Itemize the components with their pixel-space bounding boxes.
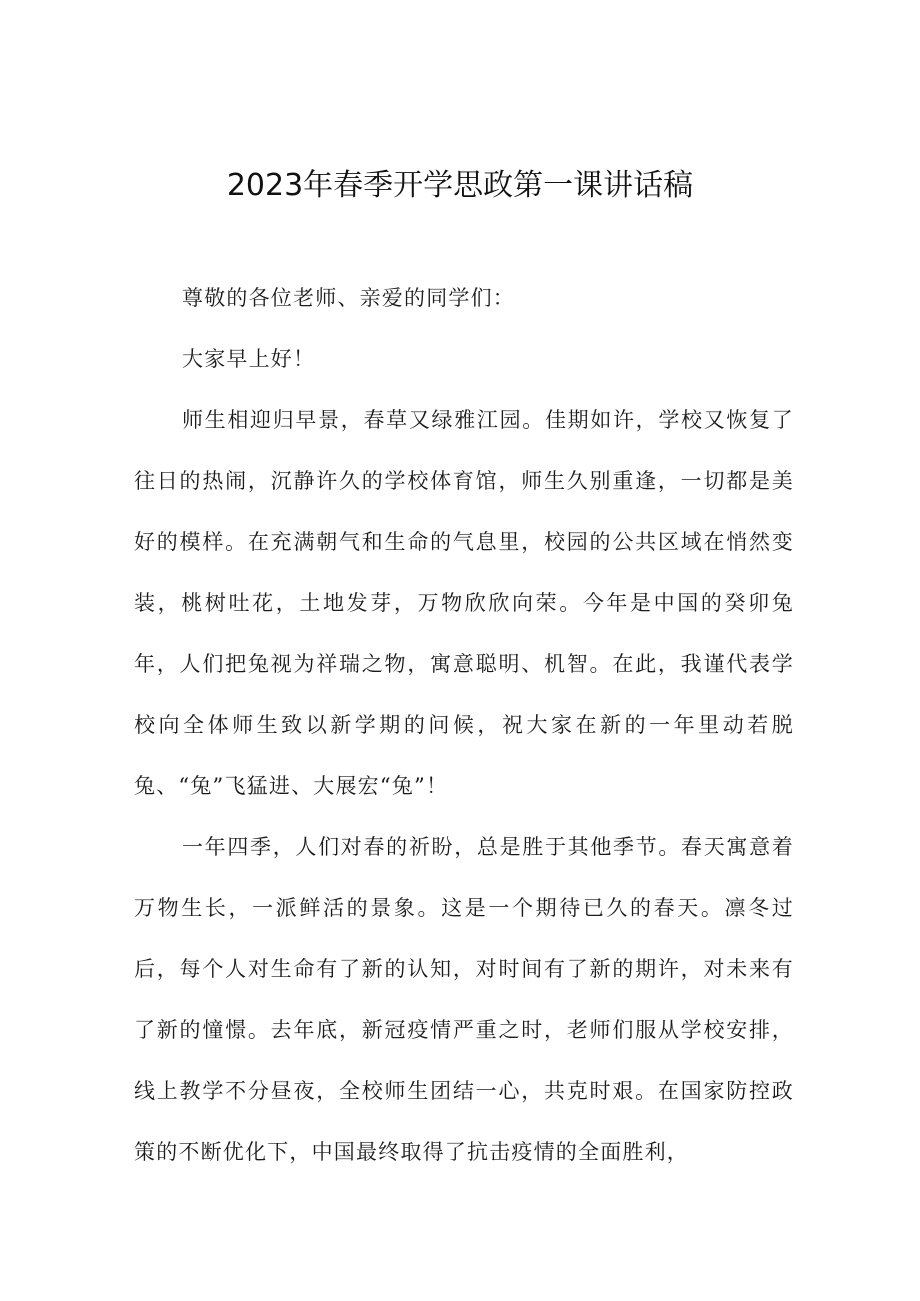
- body-paragraph: 一年四季，人们对春的祈盼，总是胜于其他季节。春天寓意着万物生长，一派鲜活的景象。这是一个期待已久的春天。凛冬过后，每个人对生命有了新的认知，对时间有了新的期许，对未来有了新的憧憬。去年底，新冠疫情严重之时，老师们服从学校安排，线上教学不分昼夜，全校师生团结一心，共克时艰。在国家防控政策的不断优化下，中国最终取得了抗击疫情的全面胜利，: [134, 835, 794, 1164]
- document-body: [134, 268, 794, 1183]
- salutation-paragraph: 尊敬的各位老师、亲爱的同学们：: [182, 286, 515, 310]
- greeting-paragraph: 大家早上好！: [182, 347, 316, 371]
- body-paragraph: 师生相迎归早景，春草又绿雅江园。佳期如许，学校又恢复了往日的热闹，沉静许久的学校体育馆，师生久别重逢，一切都是美好的模样。在充满朝气和生命的气息里，校园的公共区域在悄然变装，桃树吐花，土地发芽，万物欣欣向荣。今年是中国的癸卯兔年，人们把兔视为祥瑞之物，寓意聪明、机智。在此，我谨代表学校向全体师生致以新学期的问候，祝大家在新的一年里动若脱兔、“兔”飞猛进、大展宏“兔”！: [134, 408, 794, 798]
- document-title: 2023年春季开学思政第一课讲话稿: [226, 168, 694, 203]
